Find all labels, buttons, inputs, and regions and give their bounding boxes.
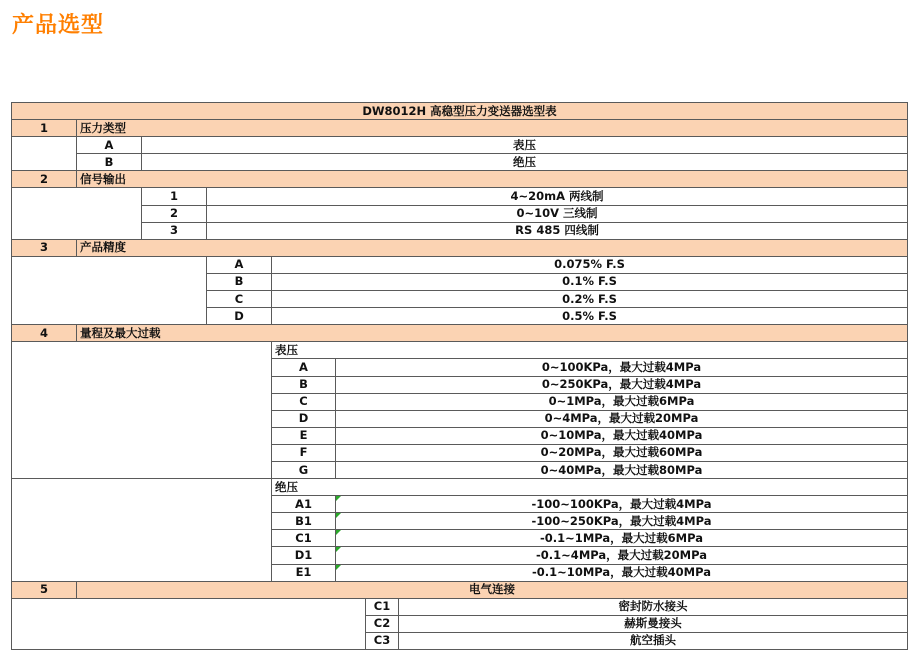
table-title: DW8012H 高稳型压力变送器选型表 bbox=[12, 103, 908, 120]
section-name: 产品精度 bbox=[77, 239, 908, 256]
option-code: C1 bbox=[272, 530, 336, 547]
option-code: C bbox=[207, 291, 272, 308]
section-header-row bbox=[12, 325, 908, 342]
option-desc: 赫斯曼接头 bbox=[399, 615, 908, 632]
section-name: 量程及最大过载 bbox=[77, 325, 908, 342]
option-desc: 0.5% F.S bbox=[272, 308, 908, 325]
section-name: 压力类型 bbox=[77, 120, 908, 137]
section-number: 1 bbox=[12, 120, 77, 137]
option-desc: 0~100KPa，最大过载4MPa bbox=[336, 359, 908, 376]
option-code: A bbox=[272, 359, 336, 376]
option-row bbox=[12, 154, 908, 171]
section-number: 5 bbox=[12, 581, 77, 598]
table-title-row bbox=[12, 103, 908, 120]
blank-cell bbox=[12, 256, 207, 324]
option-code: 2 bbox=[142, 205, 207, 222]
option-desc: 0~40MPa，最大过载80MPa bbox=[336, 461, 908, 478]
option-row bbox=[12, 188, 908, 205]
option-desc: 0~250KPa，最大过载4MPa bbox=[336, 376, 908, 393]
section-number: 3 bbox=[12, 239, 77, 256]
option-desc: -0.1~10MPa，最大过载40MPa bbox=[336, 564, 908, 581]
option-desc: 0~4MPa，最大过载20MPa bbox=[336, 410, 908, 427]
section-name: 信号输出 bbox=[77, 171, 908, 188]
option-code: A1 bbox=[272, 496, 336, 513]
option-row bbox=[12, 222, 908, 239]
blank-cell bbox=[12, 188, 142, 239]
option-code: D bbox=[272, 410, 336, 427]
option-code: E bbox=[272, 427, 336, 444]
group-label-row bbox=[12, 479, 908, 496]
option-desc: 0~1MPa，最大过载6MPa bbox=[336, 393, 908, 410]
option-desc: 0.2% F.S bbox=[272, 291, 908, 308]
option-code: F bbox=[272, 444, 336, 461]
option-code: 1 bbox=[142, 188, 207, 205]
option-code: G bbox=[272, 461, 336, 478]
option-code: C bbox=[272, 393, 336, 410]
selection-table bbox=[11, 102, 908, 650]
blank-cell bbox=[12, 479, 272, 582]
option-desc: -100~250KPa，最大过载4MPa bbox=[336, 513, 908, 530]
section-number: 4 bbox=[12, 325, 77, 342]
option-row bbox=[12, 256, 908, 273]
section-header-row bbox=[12, 239, 908, 256]
option-desc: 航空插头 bbox=[399, 632, 908, 649]
option-desc: 绝压 bbox=[142, 154, 908, 171]
option-code: B bbox=[272, 376, 336, 393]
option-code: 3 bbox=[142, 222, 207, 239]
option-code: A bbox=[77, 137, 142, 154]
option-desc: 0~20MPa，最大过载60MPa bbox=[336, 444, 908, 461]
blank-cell bbox=[12, 137, 77, 171]
option-code: C3 bbox=[366, 632, 399, 649]
option-desc: -0.1~4MPa，最大过载20MPa bbox=[336, 547, 908, 564]
option-row bbox=[12, 598, 908, 615]
option-desc: 0~10MPa，最大过载40MPa bbox=[336, 427, 908, 444]
group-label: 表压 bbox=[272, 342, 908, 359]
option-code: D bbox=[207, 308, 272, 325]
option-code: D1 bbox=[272, 547, 336, 564]
section-header-row bbox=[12, 120, 908, 137]
option-code: A bbox=[207, 256, 272, 273]
section-header-row bbox=[12, 171, 908, 188]
page-title: 产品选型 bbox=[12, 13, 105, 38]
option-desc: -0.1~1MPa，最大过载6MPa bbox=[336, 530, 908, 547]
group-label-row bbox=[12, 342, 908, 359]
section-number: 2 bbox=[12, 171, 77, 188]
option-desc: 0~10V 三线制 bbox=[207, 205, 908, 222]
blank-cell bbox=[12, 342, 272, 479]
option-code: B1 bbox=[272, 513, 336, 530]
option-desc: RS 485 四线制 bbox=[207, 222, 908, 239]
option-row bbox=[12, 205, 908, 222]
option-desc: 4~20mA 两线制 bbox=[207, 188, 908, 205]
option-desc: -100~100KPa，最大过载4MPa bbox=[336, 496, 908, 513]
option-code: B bbox=[77, 154, 142, 171]
option-code: C1 bbox=[366, 598, 399, 615]
option-row bbox=[12, 137, 908, 154]
option-desc: 0.1% F.S bbox=[272, 273, 908, 290]
option-desc: 表压 bbox=[142, 137, 908, 154]
section-name: 电气连接 bbox=[77, 581, 908, 598]
group-label: 绝压 bbox=[272, 479, 908, 496]
option-desc: 0.075% F.S bbox=[272, 256, 908, 273]
blank-cell bbox=[12, 598, 366, 649]
option-code: C2 bbox=[366, 615, 399, 632]
option-code: B bbox=[207, 273, 272, 290]
section-header-row bbox=[12, 581, 908, 598]
option-code: E1 bbox=[272, 564, 336, 581]
option-desc: 密封防水接头 bbox=[399, 598, 908, 615]
